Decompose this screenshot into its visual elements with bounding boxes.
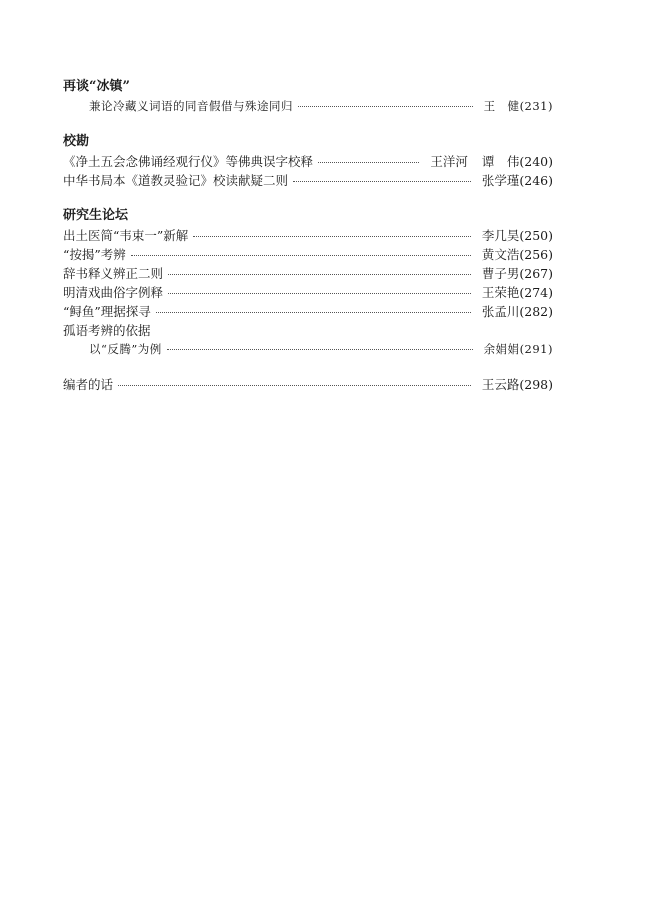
dot-leader — [156, 312, 471, 313]
dot-leader — [293, 181, 471, 182]
entry-page-number: (274) — [519, 285, 553, 300]
entry-author: 王 健 — [483, 99, 520, 113]
entry-title: 中华书局本《道教灵验记》校读献疑二则 — [63, 173, 289, 188]
toc-entry[interactable] — [63, 264, 553, 283]
toc-entry[interactable] — [63, 375, 553, 394]
toc-entry[interactable] — [63, 283, 553, 302]
dot-leader — [118, 385, 471, 386]
toc-entry[interactable] — [63, 152, 553, 171]
entry-page-number: (246) — [519, 173, 553, 188]
section-title-jiaokan: 校勘 — [63, 134, 90, 149]
entry-page-number: (256) — [519, 247, 553, 262]
entry-title: 编者的话 — [63, 377, 114, 392]
entry-author-page — [476, 302, 553, 321]
entry-author: 王荣艳 — [481, 285, 520, 300]
entry-title: 出土医简“韦束一”新解 — [63, 228, 189, 243]
entry-author-page — [478, 340, 553, 359]
entry-title: 兼论冷藏义词语的同音假借与殊途同归 — [89, 99, 293, 113]
dot-leader — [193, 236, 471, 237]
entry-author-page — [478, 97, 553, 116]
entry-author: 谭 伟 — [481, 154, 520, 169]
dot-leader — [167, 349, 473, 350]
entry-page-number: (282) — [519, 304, 553, 319]
entry-author: 王洋河 — [430, 154, 468, 169]
entry-author: 黄文浩 — [481, 247, 520, 262]
entry-title: “按揭”考辨 — [63, 247, 126, 262]
table-of-contents — [63, 77, 553, 394]
entry-author: 王云路 — [481, 377, 520, 392]
entry-page-number: (240) — [519, 154, 553, 169]
dot-leader — [168, 293, 471, 294]
dot-leader — [318, 162, 419, 163]
entry-title: 孤语考辨的依据 — [63, 323, 151, 338]
entry-author-page — [476, 283, 553, 302]
entry-title: “鲟鱼”理据探寻 — [63, 304, 151, 319]
entry-page-number: (291) — [519, 342, 553, 356]
entry-title: 以“反腾”为例 — [89, 342, 162, 356]
toc-entry[interactable] — [63, 302, 553, 321]
entry-author-page — [476, 226, 553, 245]
entry-page-number: (298) — [519, 377, 553, 392]
toc-entry[interactable] — [63, 340, 553, 359]
entry-author: 张孟川 — [481, 304, 520, 319]
entry-author-page — [476, 264, 553, 283]
section-title-bingzhen: 再谈“冰镇” — [63, 79, 130, 94]
dot-leader — [131, 255, 471, 256]
toc-entry[interactable] — [63, 97, 553, 116]
entry-page-number: (250) — [519, 228, 553, 243]
entry-page-number: (231) — [519, 99, 553, 113]
entry-author: 李几昊 — [481, 228, 520, 243]
entry-author: 张学瑾 — [481, 173, 520, 188]
toc-entry[interactable] — [63, 226, 553, 245]
section-title-graduate-forum: 研究生论坛 — [63, 208, 129, 223]
toc-entry[interactable] — [63, 171, 553, 190]
entry-author-page — [476, 171, 553, 190]
entry-author-page — [476, 245, 553, 264]
entry-title: 辞书释义辨正二则 — [63, 266, 164, 281]
entry-title: 明清戏曲俗字例释 — [63, 285, 164, 300]
entry-author-page — [424, 152, 553, 171]
toc-entry-heading[interactable] — [63, 321, 553, 340]
entry-author-page — [476, 375, 553, 394]
dot-leader — [298, 106, 473, 107]
toc-entry[interactable] — [63, 245, 553, 264]
entry-page-number: (267) — [519, 266, 553, 281]
dot-leader — [168, 274, 471, 275]
entry-author: 余娟娟 — [483, 342, 520, 356]
entry-author: 曹子男 — [481, 266, 520, 281]
entry-title: 《净土五会念佛诵经观行仪》等佛典误字校释 — [63, 154, 314, 169]
